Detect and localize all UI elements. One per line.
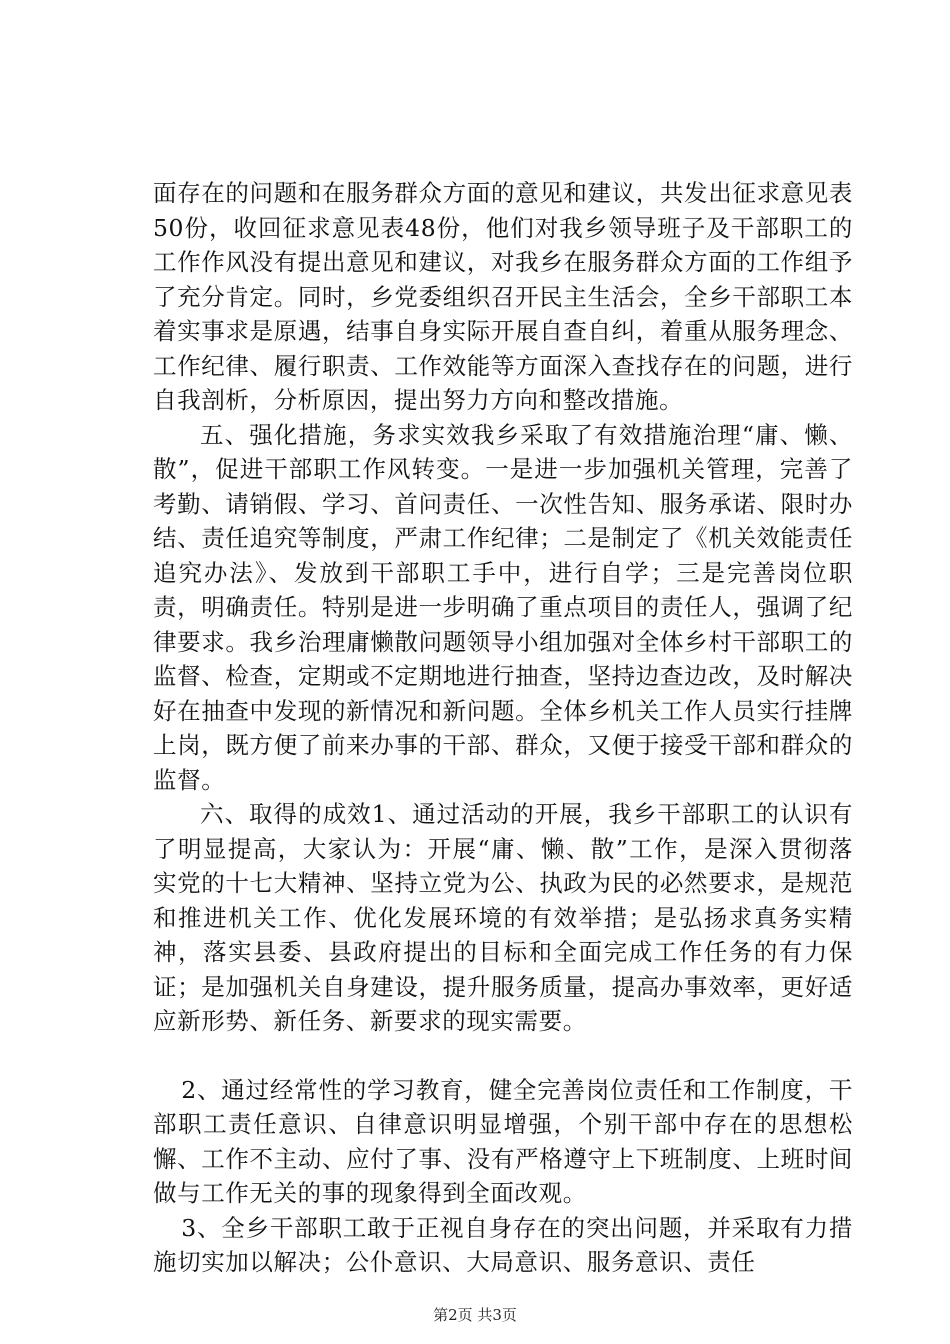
paragraph-item-three: 3、全乡干部职工敢于正视自身存在的突出问题，并采取有力措施切实加以解决；公仆意识、大局意识、服务意识、责任 bbox=[153, 1213, 853, 1276]
paragraph-item-two: 2、通过经常性的学习教育，健全完善岗位责任和工作制度，干部职工责任意识、自律意识明显增强，个别干部中存在的思想松懈、工作不主动、应付了事、没有严格遵守上下班制度、上班时间做与工作无关的事的现象得到全面改观。 bbox=[153, 1075, 853, 1207]
paragraph-section-six: 六、取得的成效1、通过活动的开展，我乡干部职工的认识有了明显提高，大家认为：开展“庸、懒、散”工作，是深入贯彻落实党的十七大精神、坚持立党为公、执政为民的必然要求，是规范和推进机关工作、优化发展环境的有效举措；是弘扬求真务实精神，落实县委、县政府提出的目标和全面完成工作任务的有力保证；是加强机关自身建设，提升服务质量，提高办事效率，更好适应新形势、新任务、新要求的现实需要。 bbox=[153, 800, 853, 1035]
paragraph-section-five: 五、强化措施，务求实效我乡采取了有效措施治理“庸、懒、散”，促进干部职工作风转变。一是进一步加强机关管理，完善了考勤、请销假、学习、首问责任、一次性告知、服务承诺、限时办结、责任追究等制度，严肃工作纪律；二是制定了《机关效能责任追究办法》、发放到干部职工手中，进行自学；三是完善岗位职责，明确责任。特别是进一步明确了重点项目的责任人，强调了纪律要求。我乡治理庸懒散问题领导小组加强对全体乡村干部职工的监督、检查，定期或不定期地进行抽查，坚持边查边改，及时解决好在抽查中发现的新情况和新问题。全体乡机关工作人员实行挂牌上岗，既方便了前来办事的干部、群众，又便于接受干部和群众的监督。 bbox=[153, 420, 853, 794]
page-footer: 第2页 共3页 bbox=[433, 1306, 517, 1324]
paragraph-continuation: 面存在的问题和在服务群众方面的意见和建议，共发出征求意见表50份，收回征求意见表48份，他们对我乡领导班子及干部职工的工作作风没有提出意见和建议，对我乡在服务群众方面的工作组予了充分肯定。同时，乡党委组织召开民主生活会，全乡干部职工本着实事求是原遇，结事自身实际开展自查自纠，着重从服务理念、工作纪律、履行职责、工作效能等方面深入查找存在的问题，进行自我剖析，分析原因，提出努力方向和整改措施。 bbox=[153, 179, 853, 414]
document-body bbox=[153, 176, 853, 1280]
